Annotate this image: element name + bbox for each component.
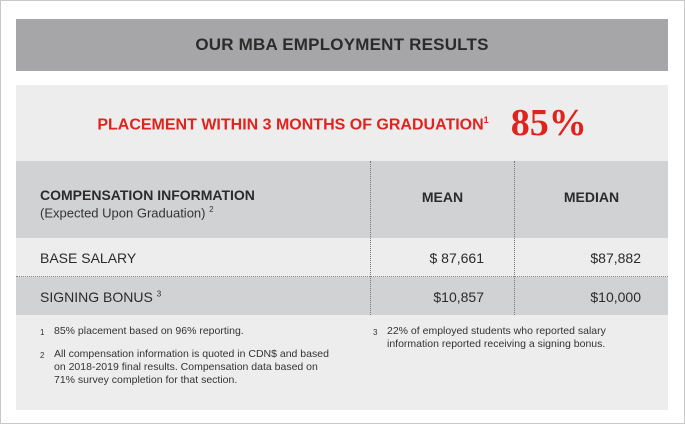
- table-title: COMPENSATION INFORMATION: [40, 187, 255, 203]
- row-label-base-salary: [40, 250, 136, 266]
- cell-median-signing-bonus: $10,000: [590, 289, 641, 305]
- cell-mean-base-salary: $ 87,661: [429, 250, 484, 266]
- footnotes-left: [40, 325, 336, 396]
- placement-row: [16, 85, 668, 161]
- row-label-text: BASE SALARY: [40, 250, 137, 266]
- placement-label-text: PLACEMENT WITHIN 3 MONTHS OF GRADUATION: [97, 116, 484, 134]
- row-label-signing-bonus: [40, 289, 161, 305]
- footnote-text: All compensation information is quoted in CDN$ and based on 2018-2019 final results. Compensation data based on 71% survey completion for that section.: [54, 348, 329, 386]
- column-header-mean: MEAN: [421, 189, 464, 205]
- results-card: [16, 85, 668, 410]
- table-subtitle-text: (Expected Upon Graduation): [40, 205, 206, 221]
- footnote-text: 85% placement based on 96% reporting.: [54, 325, 244, 337]
- page-title: OUR MBA EMPLOYMENT RESULTS: [195, 35, 489, 54]
- header-banner: [16, 19, 668, 71]
- placement-label: [97, 115, 488, 134]
- footnotes-right: [373, 325, 641, 360]
- footnote-number: 2: [40, 351, 45, 360]
- row-footnote-mark: 3: [156, 289, 162, 299]
- table-subtitle-mark: 2: [209, 205, 214, 214]
- placement-value: 85%: [510, 102, 587, 144]
- cell-mean-signing-bonus: $10,857: [433, 289, 484, 305]
- column-header-median: MEDIAN: [563, 189, 620, 205]
- footnote-1: [40, 325, 336, 339]
- footnote-3: [373, 325, 641, 351]
- footnote-number: 1: [40, 328, 45, 337]
- footnote-2: [40, 348, 336, 387]
- footnote-text: 22% of employed students who reported salary information reported receiving a signing bonus.: [387, 325, 606, 350]
- cell-median-base-salary: $87,882: [590, 250, 641, 266]
- footnote-number: 3: [373, 328, 378, 337]
- row-label-text: SIGNING BONUS: [40, 289, 153, 305]
- table-subtitle: [40, 205, 214, 220]
- placement-footnote-mark: 1: [483, 115, 489, 126]
